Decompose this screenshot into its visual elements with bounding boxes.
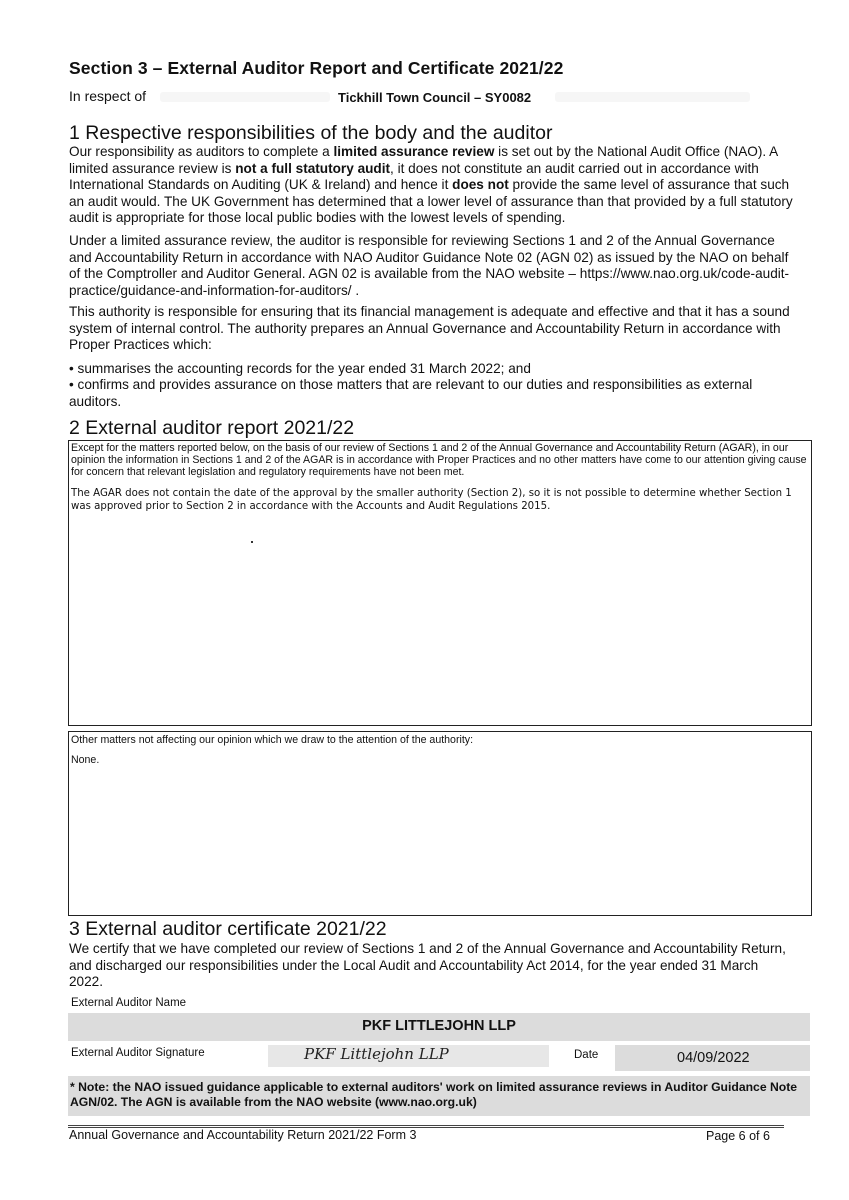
body-name: Tickhill Town Council – SY0082 (338, 90, 532, 105)
auditor-name-label: External Auditor Name (71, 997, 187, 1009)
auditor-name-field (68, 1013, 810, 1041)
date-field (615, 1045, 810, 1071)
section2-heading: 2 External auditor report 2021/22 (69, 417, 355, 439)
footer-rule-top (68, 1125, 784, 1126)
signature-field (268, 1045, 549, 1067)
other-matters-value: None. (71, 754, 100, 766)
section1-paragraph-2: Under a limited assurance review, the auditor is responsible for reviewing Sections 1 and 2 of the Annual Governance and Accountability Return in accordance with NAO Auditor Guidance Note 02 (AGN 02) as issued by the NAO on behalf of the Comptroller and Auditor General. AGN 02 is available from the NAO website – https://www.nao.org.uk/code-audit-practice/guidance-and-information-for-auditors/ . (69, 233, 790, 298)
speck-mark (251, 541, 253, 543)
section3-heading: 3 External auditor certificate 2021/22 (69, 918, 387, 940)
section1-paragraph-1: Our responsibility as auditors to complete a limited assurance review is set out by the National Audit Office (NAO). A limited assurance review is not a full statutory audit, it does not constitute an audit carried out in accordance with International Standards on Auditing (UK & Ireland) and hence it does not provide the same level of assurance that such an audit would. The UK Government has determined that a lower level of assurance than that provided by a full statutory audit is appropriate for those local public bodies with the lowest levels of spending. (69, 144, 793, 225)
signature-label: External Auditor Signature (71, 1047, 205, 1059)
footer-form-label: Annual Governance and Accountability Return 2021/22 Form 3 (69, 1128, 417, 1142)
date-label: Date (574, 1049, 599, 1061)
section1-heading: 1 Respective responsibilities of the body and the auditor (69, 122, 553, 144)
other-matters-label: Other matters not affecting our opinion which we draw to the attention of the authority: (71, 734, 474, 746)
report-intro-text: Except for the matters reported below, on the basis of our review of Sections 1 and 2 of the Annual Governance and Accountability Return (AGAR), in our opinion the information in Sections 1 and 2 of the AGAR is in accordance with Proper Practices and no other matters have come to our attention giving cause for concern that relevant legislation and regulatory requirements have not been met. (71, 442, 807, 479)
certificate-text: We certify that we have completed our review of Sections 1 and 2 of the Annual Governance and Accountability Return, and discharged our responsibilities under the Local Audit and Accountability Act 2014, for the year ended 31 March 2022. (69, 941, 786, 989)
other-matters-box (68, 731, 812, 916)
handwritten-signature: PKF Littlejohn LLP (304, 1045, 449, 1063)
in-respect-of-label: In respect of (69, 88, 147, 104)
bullet-item-2: • confirms and provides assurance on those matters that are relevant to our duties and responsibilities as external auditors. (69, 377, 753, 409)
redacted-strip-right (555, 92, 750, 102)
auditor-name-value: PKF LITTLEJOHN LLP (362, 1018, 516, 1034)
page-number: Page 6 of 6 (706, 1129, 770, 1143)
date-value: 04/09/2022 (677, 1050, 750, 1066)
nao-note-box (68, 1076, 810, 1116)
nao-note-text: * Note: the NAO issued guidance applicable to external auditors' work on limited assurance reviews in Auditor Guidance Note AGN/02. The AGN is available from the NAO website (www.nao.org.uk) (70, 1080, 798, 1109)
section1-paragraph-3: This authority is responsible for ensuring that its financial management is adequate and effective and that it has a sound system of internal control. The authority prepares an Annual Governance and Accountability Return in accordance with Proper Practices which: (69, 304, 790, 352)
page-title: Section 3 – External Auditor Report and Certificate 2021/22 (69, 58, 564, 78)
redacted-strip-left (160, 92, 330, 102)
bullet-item-1: • summarises the accounting records for the year ended 31 March 2022; and (69, 361, 531, 376)
auditor-report-box (68, 440, 812, 726)
report-matter-text: The AGAR does not contain the date of the approval by the smaller authority (Section 2), so it is not possible to determine whether Section 1 was approved prior to Section 2 in accordance with the Accounts and Audit Regulations 2015. (71, 488, 792, 512)
